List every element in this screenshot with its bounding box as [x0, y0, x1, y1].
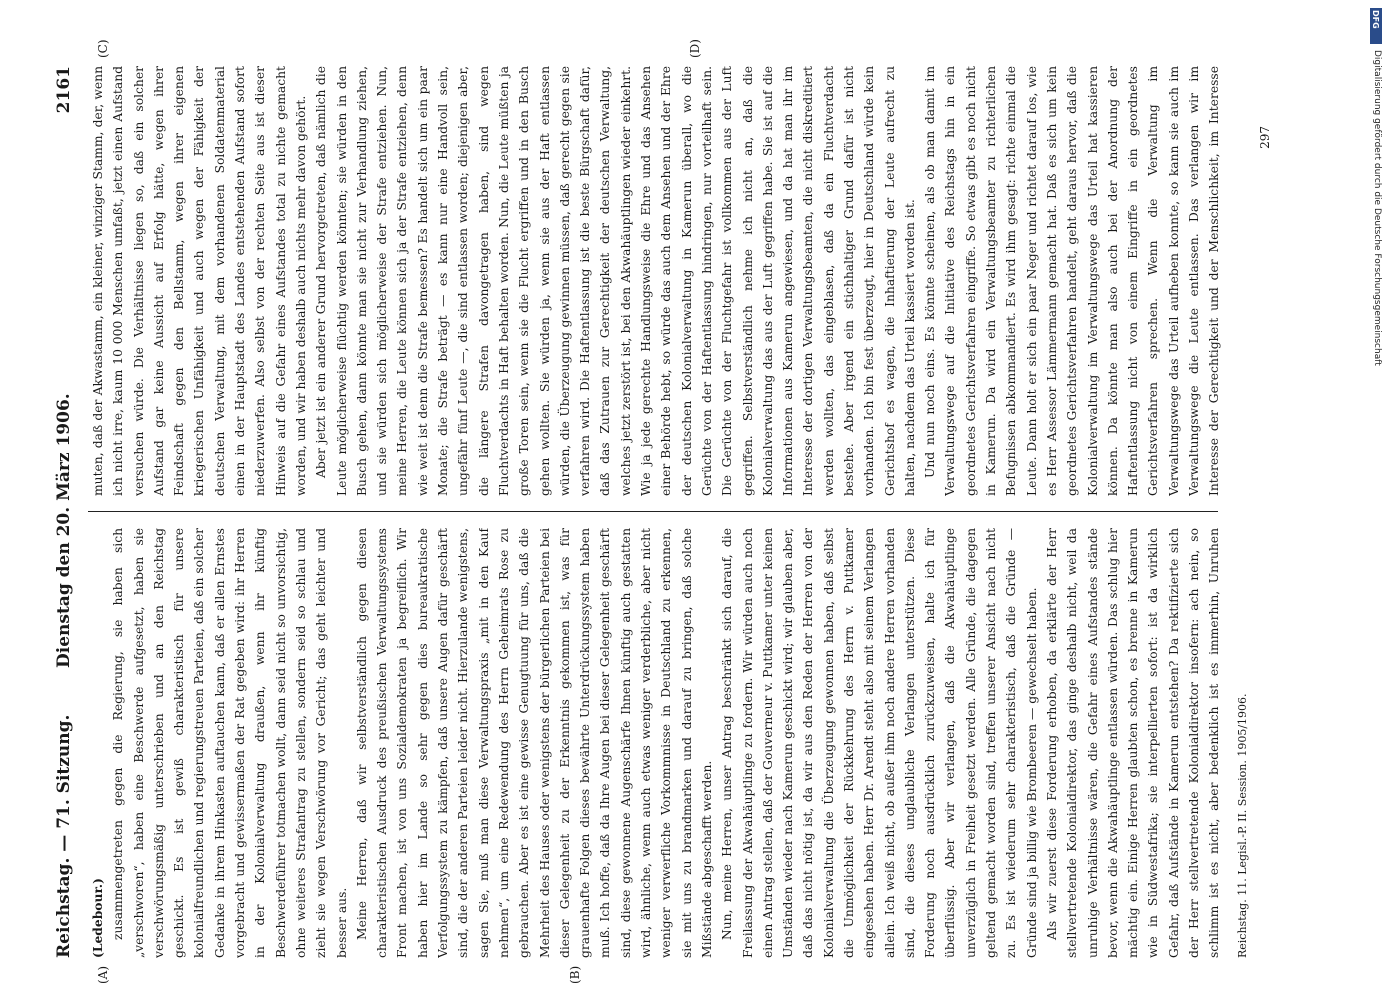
column-divider — [88, 511, 1218, 512]
dfg-logo-text: DFG — [1371, 10, 1380, 29]
rotated-page — [48, 39, 1298, 984]
margin-marker-d: (D) — [688, 39, 702, 58]
digitization-credit: Digitalisierung gefördert durch die Deutsche Forschungsgemeinschaft — [1372, 50, 1382, 366]
left-paragraph: Als wir zuerst diese Forderung erhoben, da erklärte der Herr stellvertretende Kolonialdirektor, das ginge deshalb nicht, weil da unruhige Verhältnisse wären, die Gefahr eines Aufstandes stände bevor, wenn die Akwahäuptlinge entlassen würden. Das schlug hier mächtig ein. Einige Herren glaubten schon, es brenne in Kamerun wie in Südwestafrika; sie interpellierten sofort: ist da wirklich Gefahr, daß Aufstände in Kamerun entstehen? Da rektifizierte sich der Herr stellvertretende Kolonialdirektor insofern: ach nein, so schlimm ist es nicht, aber bedenklich ist es immerhin, Unruhen — [1044, 528, 1222, 958]
header-page-number: 2161 — [54, 66, 74, 114]
speaker-tag: (Ledebour.) — [90, 878, 105, 958]
header-title: Reichstag. — 71. Sitzung. — [54, 714, 74, 958]
margin-marker-b: (B) — [568, 965, 582, 984]
right-column — [88, 66, 1228, 496]
footer-page-number: 297 — [1258, 126, 1272, 149]
margin-marker-a: (A) — [96, 965, 110, 984]
left-column — [88, 528, 1228, 958]
right-paragraph: muten, daß der Akwastamm, ein kleiner, winziger Stamm, der, wenn ich nicht irre, kaum 10 000 Menschen umfaßt, jetzt einen Aufstand versuchen würde. Die Verhältnisse liegen so, daß ein solcher Aufstand gar keine Aussicht auf Erfolg hätte, wegen ihrer Feindschaft gegen den Bellstamm, wegen ihrer eigenen kriegerischen Unfähigkeit und auch wegen der Fähigkeit der deutschen Verwaltung, mit dem vorhandenen Soldatenmaterial einen in der Hauptstadt des Landes entstehenden Aufstand sofort niederzuwerfen. Also selbst von der rechten Seite aus ist dieser Hinweis auf die Gefahr eines Aufstandes total zu nichte gemacht worden, und wir haben deshalb auch nichts mehr davon gehört. — [91, 66, 308, 496]
left-paragraph: Meine Herren, daß wir selbstverständlich gegen diesen charakteristischen Ausdruck des preußischen Verwaltungssystems Front machen, ist von uns Sozialdemokraten ja begreiflich. Wir haben hier im Lande so sehr gegen dies bureaukratische Verfolgungssystem zu kämpfen, daß unsere Augen dafür geschärft sind, die der anderen Parteien leider nicht. Hierzulande wenigstens, sagen Sie, muß man diese Verwaltungspraxis „mit in den Kauf nehmen“, um eine Redewendung des Herrn Geheimrats Rose zu gebrauchen. Aber es ist eine gewisse Genugtuung für uns, daß die Mehrheit des Hauses oder wenigstens der bürgerlichen Parteien bei dieser Gelegenheit zu der Erkenntnis gekommen ist, was für grauenhafte Folgen dieses bewährte Unterdrückungssystem haben muß. Ich hoffe, daß da Ihre Augen bei dieser Gelegenheit geschärft sind, diese gewonnene Augenschärfe Ihnen künftig auch gestatten wird, ähnliche, wenn auch etwas weniger verderbliche, aber nicht weniger verwerfliche Vorkommnisse in Deutschland zu erkennen, sie mit uns zu brandmarken und darauf zu bringen, daß solche Mißstände abgeschafft werden. — [354, 528, 714, 958]
page-footer: Reichstag. 11. Legisl.-P. II. Session. 1905/1906. — [1236, 693, 1249, 958]
right-paragraph: Und nun noch eins. Es könnte scheinen, als ob man damit im Verwaltungswege auf die Initiative des Reichstags hin in ein geordnetes Gerichtsverfahren eingriffe. So etwas gibt es noch nicht in Kamerun. Da wird ein Verwaltungsbeamter zu richterlichen Befugnissen abkommandiert. Es wird ihm gesagt: richte einmal die Leute. Dann holt er sich ein paar Neger und richtet darauf los, wie es Herr Assessor Lämmermann gemacht hat. Daß es sich um kein geordnetes Gerichtsverfahren handelt, geht daraus hervor, daß die Kolonialverwaltung im Verwaltungswege das Urteil hat kassieren können. Da könnte man also auch bei der Anordnung der Haftentlassung nicht von einem Eingriffe in ein geordnetes Gerichtsverfahren sprechen. Wenn die Verwaltung im Verwaltungswege das Urteil aufheben konnte, so kann sie auch im Verwaltungswege die Leute entlassen. Das verlangen wir im Interesse der Gerechtigkeit und der Menschlichkeit, im Interesse — [923, 66, 1222, 496]
page-header — [48, 66, 82, 958]
margin-marker-c: (C) — [96, 39, 110, 58]
right-paragraph: Aber jetzt ist ein anderer Grund hervorgetreten, daß nämlich die Leute möglicherweise flüchtig werden könnten; sie würden in den Busch gehen, dann könnte man sie nicht zur Verhandlung ziehen, und sie würden sich möglicherweise der Strafe entziehen. Nun, meine Herren, die Leute können sich ja der Strafe entziehen, denn wie weit ist denn die Strafe bemessen? Es handelt sich um ein paar Monate; die Strafe beträgt — es kann nur eine Handvoll sein, ungefähr fünf Leute —, die sind entlassen worden; diejenigen aber, die längere Strafen davongetragen haben, sind wegen Fluchtverdachts in Haft behalten worden. Nun, die Leute müßten ja große Toren sein, wenn sie die Flucht ergriffen und in den Busch gehen wollten. Sie würden ja, wenn sie aus der Haft entlassen würden, die Überzeugung gewinnen müssen, daß gerecht gegen sie verfahren wird. Die Haftentlassung ist die beste Bürgschaft dafür, daß das Zutrauen zur Gerechtigkeit der deutschen Verwaltung, welches jetzt zerstört ist, bei den Akwahäuptlingen wieder einkehrt. Wie ja jede gerechte Handlungsweise die Ehre und das Ansehen einer Behörde hebt, so würde das auch dem Ansehen und der Ehre der deutschen Kolonialverwaltung in Kamerun überall, wo die Gerüchte von der Haftentlassung hindringen, nur vorteilhaft sein. Die Gerüchte von der Fluchtgefahr ist vollkommen aus der Luft gegriffen. Selbstverständlich nehme ich nicht an, daß die Kolonialverwaltung das aus der Luft gegriffen habe. Sie ist auf die Informationen aus Kamerun angewiesen, und da hat man ihr im Interesse der dortigen Verwaltungsbeamten, die nicht diskreditiert werden wollten, das eingeblasen, daß da ein Fluchtverdacht bestehe. Aber irgend ein stichhaltiger Grund dafür ist nicht vorhanden. Ich bin fest überzeugt, hier in Deutschland würde kein Gerichtshof es wagen, die Inhaftierung der Leute aufrecht zu halten, nachdem das Urteil kassiert worden ist. — [314, 66, 917, 496]
header-date: Dienstag den 20. März 1906. — [54, 393, 74, 668]
text-columns — [88, 66, 1228, 958]
left-paragraph: zusammengetreten gegen die Regierung, sie haben sich „verschworen“, haben eine Beschwerde aufgesetzt, haben sie verschwörungsmäßig unterschrieben und an den Reichstag geschickt. Es ist gewiß charakteristisch für unsere kolonialfreundlichen und regierungstreuen Parteien, daß ein solcher Gedanke in ihrem Hinkasten auftauchen kann, daß er allen Ernstes vorgebracht und gewissermaßen der Rat gegeben wird: ihr Herren in der Kolonialverwaltung draußen, wenn ihr künftig Beschwerdeführer totmachen wollt, dann seid nicht so unvorsichtig, ohne weiteres Strafantrag zu stellen, sondern seid so schlau und zieht sie wegen Verschwörung vor Gericht; das geht leichter und besser aus. — [111, 528, 349, 958]
left-paragraph: Nun, meine Herren, unser Antrag beschränkt sich darauf, die Freilassung der Akwahäuptlinge zu fordern. Wir würden auch noch einen Antrag stellen, daß der Gouverneur v. Puttkamer unter keinen Umständen wieder nach Kamerun geschickt wird; wir glauben aber, daß das nicht nötig ist, da wir aus den Reden der Herren von der Kolonialverwaltung die Überzeugung gewonnen haben, daß selbst die Unmöglichkeit der Rückkehrung des Herrn v. Puttkamer eingesehen haben. Herr Dr. Arendt steht also mit seinem Verlangen allein. Ich weiß nicht, ob außer ihm noch andere Herren vorhanden sind, die dieses unglaubliche Verlangen unterstützen. Diese Forderung noch ausdrücklich zurückzuweisen, halte ich für überflüssig. Aber wir verlangen, daß die Akwahäuptlinge unverzüglich in Freiheit gesetzt werden. Alle Gründe, die dagegen geltend gemacht worden sind, treffen unserer Ansicht nach nicht zu. Es ist wiederum sehr charakteristisch, daß die Gründe — Gründe sind ja billig wie Brombeeren — gewechselt haben. — [720, 528, 1039, 958]
